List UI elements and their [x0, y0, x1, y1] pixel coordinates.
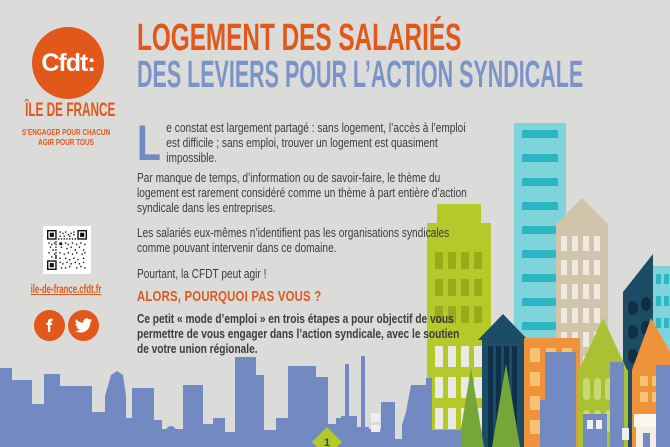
cfdt-logo-text: Cfdt: — [41, 48, 95, 77]
region-title: ÎLE DE FRANCE — [25, 100, 116, 121]
body-text — [137, 115, 474, 357]
cfdt-logo — [32, 27, 104, 99]
intro-paragraph — [137, 115, 474, 171]
cta-heading: ALORS, POURQUOI PAS VOUS ? — [137, 288, 322, 305]
website-link[interactable]: ile-de-france.cfdt.fr — [30, 284, 102, 296]
tagline-line1: S’ENGAGER POUR CHACUN — [21, 128, 111, 137]
cta-body: Ce petit « mode d’emploi » en trois étapes a pour objectif de vous permettre de vous engager dans l’action syndicale, avec le soutien de votre union régionale. — [137, 310, 460, 357]
tagline-line2: AGIR POUR TOUS — [38, 138, 94, 148]
poster-subtitle: DES LEVIERS POUR L’ACTION SYNDICALE — [137, 54, 584, 96]
sidebar — [0, 0, 132, 447]
tagline — [13, 128, 119, 149]
intro-paragraph-text: e constat est largement partagé : sans logement, l’accès à l’emploi est difficile ; sans emploi, trouver un logement est quasiment impossible. — [166, 120, 466, 166]
paragraph-context: Par manque de temps, d’information ou de savoir-faire, le thème du logement est rarement considéré comme un thème à part entière d’action syndicale dans les entreprises. — [137, 169, 467, 216]
dropcap-letter: L — [137, 115, 161, 171]
paragraph-salaries: Les salariés eux-mêmes n’identifient pas les organisations syndicales comme pouvant intervenir dans ce domaine. — [137, 225, 450, 256]
facebook-icon[interactable] — [34, 310, 65, 341]
social-icons — [0, 310, 132, 341]
twitter-icon[interactable] — [68, 310, 99, 341]
poster-title: LOGEMENT DES SALARIÉS — [137, 17, 462, 59]
paragraph-cfdt-agir: Pourtant, la CFDT peut agir ! — [137, 265, 267, 281]
qr-code — [43, 226, 91, 274]
page-number: 1 — [323, 437, 331, 447]
